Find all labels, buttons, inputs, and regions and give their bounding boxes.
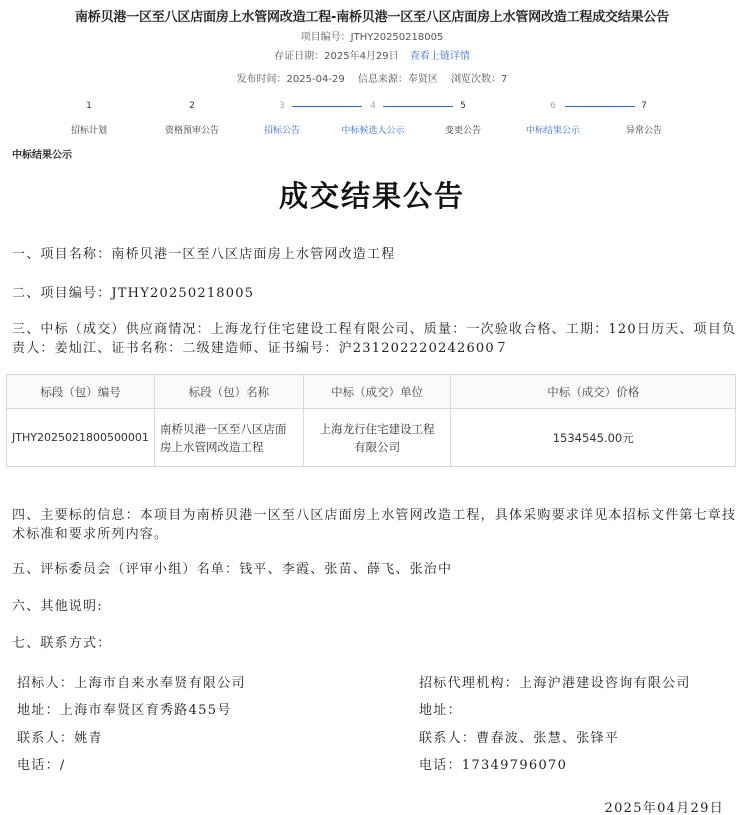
agency-phone: 电话：17349796070 xyxy=(419,758,568,773)
item-other-notes: 六、其他说明: xyxy=(12,599,103,614)
step-award-result[interactable]: 中标结果公示 xyxy=(525,126,580,136)
document-title: 成交结果公告 xyxy=(278,179,465,213)
notice-date: 2025年04月29日 xyxy=(604,801,724,815)
step-5-number: 5 xyxy=(460,101,466,111)
item-project-name: 一、项目名称：南桥贝港一区至八区店面房上水管网改造工程 xyxy=(12,247,396,262)
agency-contact: 联系人：曹春波、张慧、张锋平 xyxy=(419,731,620,746)
cell-code: JTHY2025021800500001 xyxy=(7,409,155,467)
step-prequalification-notice[interactable]: 资格预审公告 xyxy=(164,126,219,136)
publish-info xyxy=(0,70,744,85)
info-source: 信息来源：奉贤区 xyxy=(357,74,438,85)
agency: 招标代理机构：上海沪港建设咨询有限公司 xyxy=(419,676,691,691)
storage-info xyxy=(0,47,744,62)
step-bid-plan[interactable]: 招标计划 xyxy=(70,126,107,136)
step-candidate-publicity[interactable]: 中标候选人公示 xyxy=(341,126,405,136)
step-change-notice[interactable]: 变更公告 xyxy=(444,126,481,136)
col-header-code: 标段（包）编号 xyxy=(7,375,155,409)
table-header-row xyxy=(7,375,736,409)
chain-detail-link[interactable]: 查看上链详情 xyxy=(409,51,470,62)
col-header-unit: 中标（成交）单位 xyxy=(303,375,451,409)
step-exception-notice[interactable]: 异常公告 xyxy=(625,126,662,136)
step-1-number: 1 xyxy=(86,101,92,111)
item-project-number: 二、项目编号：JTHY20250218005 xyxy=(12,286,255,301)
step-connector-3-4 xyxy=(292,106,362,107)
agency-address: 地址： xyxy=(419,703,462,718)
item-contact-heading: 七、联系方式： xyxy=(12,636,112,651)
view-count: 浏览次数：7 xyxy=(451,74,508,85)
step-connector-4-5 xyxy=(383,106,453,107)
project-number: 项目编号：JTHY20250218005 xyxy=(300,32,444,43)
storage-date: 存证日期：2025年4月29日 xyxy=(274,51,399,62)
step-7-number: 7 xyxy=(641,101,647,111)
section-label: 中标结果公示 xyxy=(12,150,72,161)
cell-name: 南桥贝港一区至八区店面房上水管网改造工程 xyxy=(154,409,303,467)
tenderer: 招标人：上海市自来水奉贤有限公司 xyxy=(17,676,246,691)
tenderer-phone: 电话：/ xyxy=(17,758,66,773)
step-6-number: 6 xyxy=(550,101,556,111)
cell-price: 1534545.00元 xyxy=(451,409,736,467)
tenderer-contact: 联系人：姚青 xyxy=(17,731,103,746)
col-header-price: 中标（成交）价格 xyxy=(451,375,736,409)
item-supplier-info: 三、中标（成交）供应商情况：上海龙行住宅建设工程有限公司、质量：一次验收合格、工期：120日历天、项目负责人：姜灿江、证书名称：二级建造师、证书编号：沪231202220242600７ xyxy=(12,322,737,356)
step-4-number: 4 xyxy=(370,101,376,111)
step-2-number: 2 xyxy=(189,101,195,111)
item-committee: 五、评标委员会（评审小组）名单：钱平、李霞、张苗、薛飞、张治中 xyxy=(12,562,453,577)
step-3-number: 3 xyxy=(279,101,285,111)
cell-unit: 上海龙行住宅建设工程有限公司 xyxy=(303,409,451,467)
step-tender-notice[interactable]: 招标公告 xyxy=(263,126,300,136)
page-title: 南桥贝港一区至八区店面房上水管网改造工程-南桥贝港一区至八区店面房上水管网改造工程成交结果公告 xyxy=(75,10,669,25)
item-main-subject: 四、主要标的信息：本项目为南桥贝港一区至八区店面房上水管网改造工程，具体采购要求详见本招标文件第七章技术标准和要求所列内容。 xyxy=(12,508,737,542)
tenderer-address: 地址：上海市奉贤区育秀路455号 xyxy=(17,703,232,718)
award-table xyxy=(6,374,736,467)
table-row xyxy=(7,409,736,467)
col-header-name: 标段（包）名称 xyxy=(154,375,303,409)
publish-time: 发布时间：2025-04-29 xyxy=(236,74,345,85)
step-connector-6-7 xyxy=(565,106,635,107)
